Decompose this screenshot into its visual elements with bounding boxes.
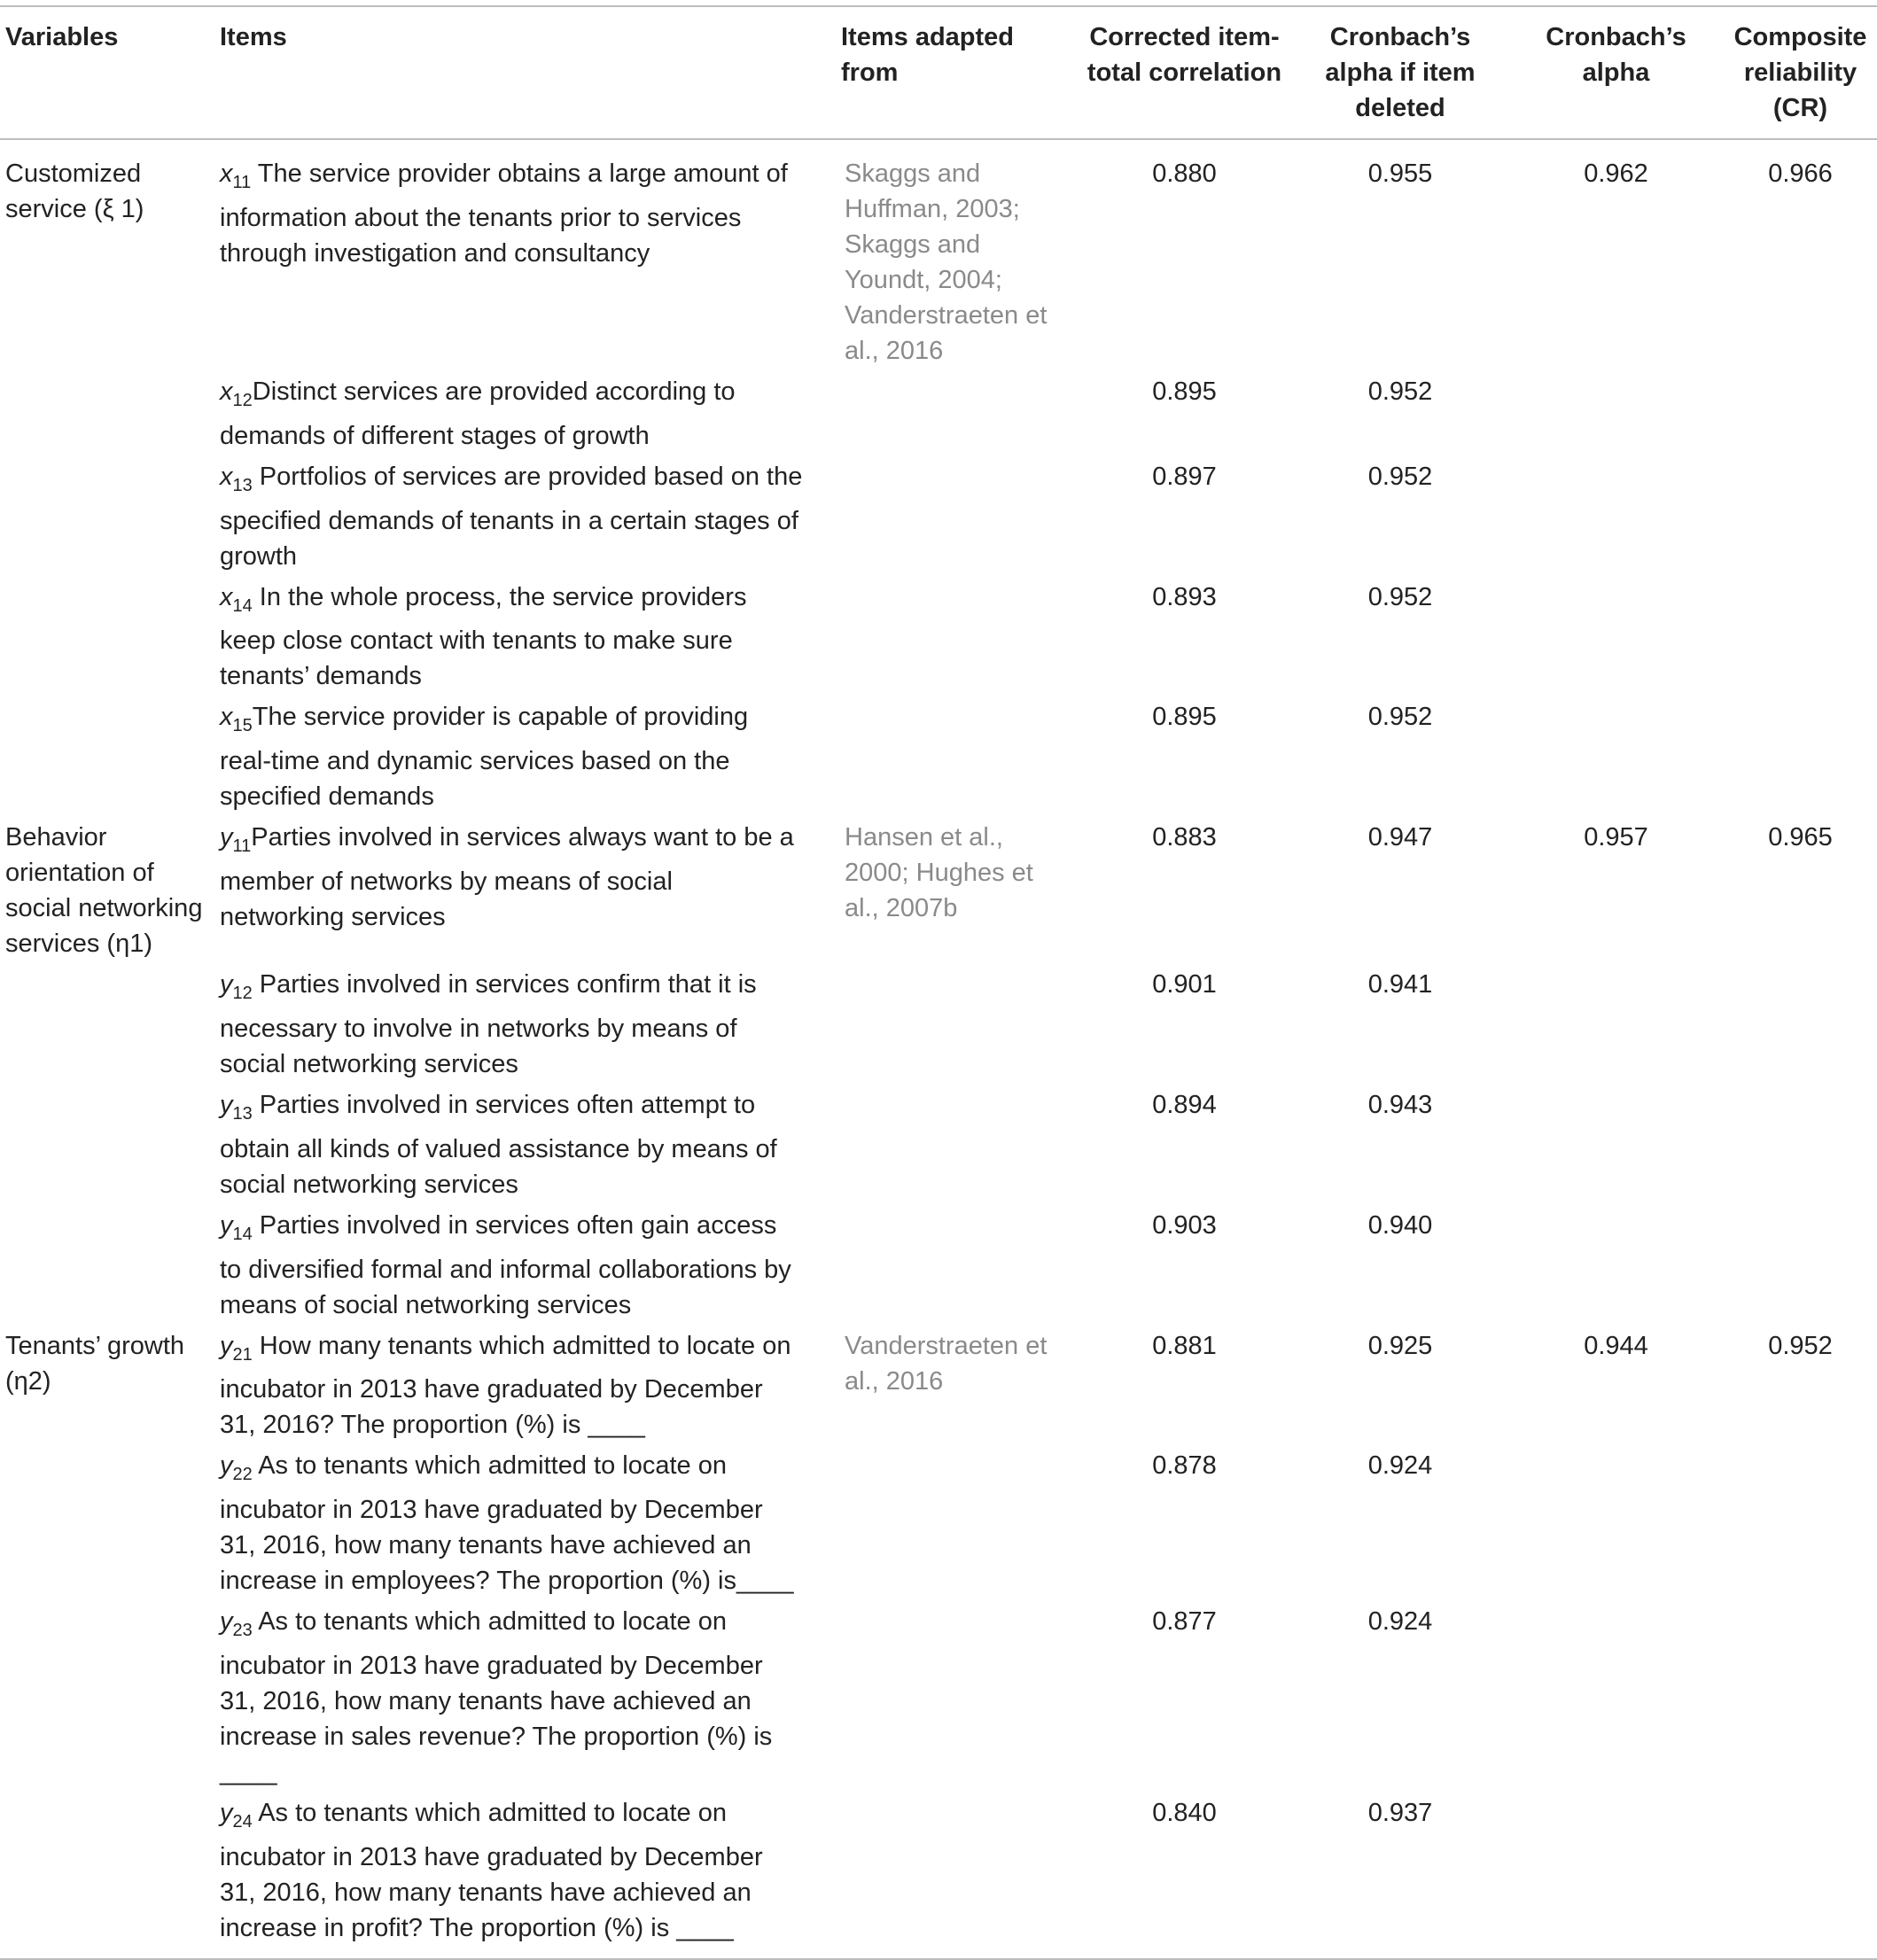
item-cell bbox=[214, 1448, 836, 1604]
item-code-letter: y bbox=[220, 823, 233, 852]
item-code-subscript: 24 bbox=[232, 1811, 253, 1832]
composite-reliability-cell: 0.966 bbox=[1768, 159, 1833, 188]
header-alpha-if-item-deleted: Cronbach’s alpha if item deleted bbox=[1325, 23, 1476, 122]
item-text: Parties involved in services often attempt to obtain all kinds of valued assistance by means of social networking services bbox=[220, 1090, 777, 1199]
source-cell bbox=[836, 579, 1077, 700]
alpha-if-deleted-cell: 0.924 bbox=[1367, 1607, 1433, 1637]
table-row bbox=[0, 374, 1877, 459]
cronbach-alpha-cell bbox=[1508, 1604, 1724, 1795]
item-cell bbox=[214, 1208, 836, 1328]
item-text: How many tenants which admitted to locate on incubator in 2013 have graduated by December 31, 2016? The proportion (%) is ____ bbox=[220, 1331, 791, 1440]
cronbach-alpha-cell: 0.944 bbox=[1584, 1331, 1648, 1360]
variable-cell bbox=[0, 1604, 214, 1795]
cronbach-alpha-cell bbox=[1508, 374, 1724, 459]
alpha-if-deleted-cell: 0.940 bbox=[1367, 1210, 1433, 1240]
alpha-if-deleted-cell: 0.952 bbox=[1367, 377, 1433, 406]
table-row bbox=[0, 1795, 1877, 1959]
item-cell bbox=[214, 1604, 836, 1795]
corrected-item-total-correlation-cell: 0.880 bbox=[1152, 159, 1217, 188]
item-code-subscript: 12 bbox=[232, 983, 253, 1003]
item-code-subscript: 11 bbox=[232, 172, 252, 192]
item-text: The service provider is capable of providing real-time and dynamic services based on the specified demands bbox=[220, 703, 749, 812]
item-code bbox=[220, 1090, 253, 1124]
item-text: Distinct services are provided according to demands of different stages of growth bbox=[220, 377, 736, 450]
cronbach-alpha-cell bbox=[1508, 579, 1724, 700]
alpha-if-deleted-cell: 0.937 bbox=[1367, 1798, 1433, 1827]
composite-reliability-cell bbox=[1724, 1448, 1877, 1604]
source-cell bbox=[836, 967, 1077, 1087]
item-code-letter: y bbox=[220, 1798, 233, 1827]
item-code-letter: y bbox=[220, 1607, 233, 1637]
item-code-subscript: 13 bbox=[232, 1103, 253, 1124]
item-text: As to tenants which admitted to locate on incubator in 2013 have graduated by December 31, 2016, how many tenants have achieved an increase in sales revenue? The proportion (%) is ____ bbox=[220, 1607, 773, 1786]
header-cronbach-alpha: Cronbach’s alpha bbox=[1546, 23, 1686, 87]
corrected-item-total-correlation-cell: 0.893 bbox=[1152, 582, 1217, 611]
composite-reliability-cell bbox=[1724, 1087, 1877, 1208]
item-code-letter: x bbox=[220, 582, 233, 611]
item-text: Portfolios of services are provided based on the specified demands of tenants in a certain stages of growth bbox=[220, 462, 803, 571]
alpha-if-deleted-cell: 0.925 bbox=[1367, 1331, 1433, 1360]
alpha-if-deleted-cell: 0.943 bbox=[1367, 1090, 1433, 1119]
reliability-table bbox=[0, 5, 1877, 1960]
table-row bbox=[0, 1087, 1877, 1208]
table-row bbox=[0, 820, 1877, 967]
table-row bbox=[0, 139, 1877, 374]
corrected-item-total-correlation-cell: 0.903 bbox=[1152, 1210, 1217, 1240]
item-code-letter: x bbox=[220, 159, 233, 188]
header-variables: Variables bbox=[5, 23, 119, 51]
cronbach-alpha-cell bbox=[1508, 1795, 1724, 1959]
item-code-subscript: 21 bbox=[232, 1344, 253, 1365]
item-cell bbox=[214, 1328, 836, 1449]
item-cell bbox=[214, 967, 836, 1087]
item-code-subscript: 23 bbox=[232, 1620, 253, 1640]
composite-reliability-cell bbox=[1724, 1208, 1877, 1328]
cronbach-alpha-cell bbox=[1508, 967, 1724, 1087]
cronbach-alpha-cell bbox=[1508, 699, 1724, 820]
corrected-item-total-correlation-cell: 0.901 bbox=[1152, 970, 1217, 999]
item-code-letter: y bbox=[220, 1451, 233, 1481]
item-code-subscript: 14 bbox=[232, 1224, 253, 1244]
alpha-if-deleted-cell: 0.941 bbox=[1367, 970, 1433, 999]
cronbach-alpha-cell: 0.957 bbox=[1584, 823, 1648, 852]
item-code bbox=[220, 1451, 253, 1485]
alpha-if-deleted-cell: 0.924 bbox=[1367, 1451, 1433, 1481]
item-code-subscript: 12 bbox=[232, 390, 253, 410]
variable-cell bbox=[0, 1208, 214, 1328]
variable-cell bbox=[0, 1448, 214, 1604]
item-code-subscript: 13 bbox=[232, 475, 253, 495]
item-cell bbox=[214, 374, 836, 459]
item-code bbox=[220, 159, 252, 192]
composite-reliability-cell: 0.965 bbox=[1768, 823, 1833, 852]
alpha-if-deleted-cell: 0.952 bbox=[1367, 462, 1433, 491]
composite-reliability-cell: 0.952 bbox=[1768, 1331, 1833, 1360]
item-code-letter: y bbox=[220, 1090, 233, 1119]
table-row bbox=[0, 1604, 1877, 1795]
table-row bbox=[0, 1328, 1877, 1449]
variable-cell bbox=[0, 699, 214, 820]
item-code bbox=[220, 462, 253, 495]
item-code-letter: x bbox=[220, 377, 233, 406]
item-code-letter: x bbox=[220, 462, 233, 491]
item-text: The service provider obtains a large amount of information about the tenants prior to services through investigation and consultancy bbox=[220, 159, 788, 268]
corrected-item-total-correlation-cell: 0.881 bbox=[1152, 1331, 1217, 1360]
item-code-letter: y bbox=[220, 1331, 233, 1360]
header-items-adapted-from: Items adapted from bbox=[841, 23, 1014, 87]
item-code bbox=[220, 970, 253, 1003]
cronbach-alpha-cell: 0.962 bbox=[1584, 159, 1648, 188]
corrected-item-total-correlation-cell: 0.877 bbox=[1152, 1607, 1217, 1637]
source-cell: Skaggs and Huffman, 2003; Skaggs and Youndt, 2004; Vanderstraeten et al., 2016 bbox=[845, 159, 1048, 365]
composite-reliability-cell bbox=[1724, 699, 1877, 820]
variable-cell: Behavior orientation of social networking services (η1) bbox=[5, 823, 203, 959]
composite-reliability-cell bbox=[1724, 579, 1877, 700]
cronbach-alpha-cell bbox=[1508, 459, 1724, 579]
corrected-item-total-correlation-cell: 0.878 bbox=[1152, 1451, 1217, 1481]
corrected-item-total-correlation-cell: 0.895 bbox=[1152, 703, 1217, 732]
item-code bbox=[220, 1210, 253, 1244]
corrected-item-total-correlation-cell: 0.895 bbox=[1152, 377, 1217, 406]
corrected-item-total-correlation-cell: 0.897 bbox=[1152, 462, 1217, 491]
item-text: Parties involved in services often gain access to diversified formal and informal collaborations by means of social networking services bbox=[220, 1210, 791, 1319]
variable-cell bbox=[0, 1087, 214, 1208]
item-code-letter: y bbox=[220, 1210, 233, 1240]
item-code bbox=[220, 377, 253, 410]
table-row bbox=[0, 967, 1877, 1087]
corrected-item-total-correlation-cell: 0.840 bbox=[1152, 1798, 1217, 1827]
item-code-letter: y bbox=[220, 970, 233, 999]
variable-cell bbox=[0, 1795, 214, 1959]
table-row bbox=[0, 1448, 1877, 1604]
item-text: As to tenants which admitted to locate on incubator in 2013 have graduated by December 31, 2016, how many tenants have achieved an increase in employees? The proportion (%) is____ bbox=[220, 1451, 794, 1596]
item-text: As to tenants which admitted to locate on incubator in 2013 have graduated by December 31, 2016, how many tenants have achieved an increase in profit? The proportion (%) is ____ bbox=[220, 1798, 763, 1942]
item-cell bbox=[214, 139, 836, 374]
alpha-if-deleted-cell: 0.947 bbox=[1367, 823, 1433, 852]
source-cell: Vanderstraeten et al., 2016 bbox=[845, 1331, 1048, 1396]
item-text: Parties involved in services confirm that it is necessary to involve in networks by means of social networking services bbox=[220, 970, 757, 1078]
item-code-letter: x bbox=[220, 703, 233, 732]
source-cell bbox=[836, 1604, 1077, 1795]
source-cell bbox=[836, 1087, 1077, 1208]
variable-cell bbox=[0, 374, 214, 459]
source-cell bbox=[836, 459, 1077, 579]
item-code bbox=[220, 1331, 253, 1365]
table-row bbox=[0, 459, 1877, 579]
source-cell bbox=[836, 374, 1077, 459]
composite-reliability-cell bbox=[1724, 1604, 1877, 1795]
cronbach-alpha-cell bbox=[1508, 1448, 1724, 1604]
item-code bbox=[220, 1607, 253, 1640]
table-row bbox=[0, 699, 1877, 820]
item-cell bbox=[214, 579, 836, 700]
item-cell bbox=[214, 699, 836, 820]
cronbach-alpha-cell bbox=[1508, 1087, 1724, 1208]
item-text: In the whole process, the service providers keep close contact with tenants to make sure tenants’ demands bbox=[220, 582, 747, 691]
composite-reliability-cell bbox=[1724, 374, 1877, 459]
composite-reliability-cell bbox=[1724, 1795, 1877, 1959]
item-cell bbox=[214, 459, 836, 579]
source-cell: Hansen et al., 2000; Hughes et al., 2007b bbox=[845, 823, 1033, 923]
corrected-item-total-correlation-cell: 0.883 bbox=[1152, 823, 1217, 852]
item-cell bbox=[214, 1087, 836, 1208]
header-corrected-item-total-correlation: Corrected item-total correlation bbox=[1086, 23, 1282, 87]
item-code bbox=[220, 823, 252, 856]
source-cell bbox=[836, 1795, 1077, 1959]
header-row bbox=[0, 6, 1877, 139]
header-composite-reliability: Composite reliability (CR) bbox=[1733, 23, 1867, 122]
item-text: Parties involved in services always want to be a member of networks by means of social networking services bbox=[220, 823, 794, 931]
alpha-if-deleted-cell: 0.955 bbox=[1367, 159, 1433, 188]
composite-reliability-cell bbox=[1724, 967, 1877, 1087]
item-code bbox=[220, 582, 253, 616]
table-row bbox=[0, 579, 1877, 700]
item-code-subscript: 15 bbox=[232, 716, 253, 736]
item-code bbox=[220, 703, 253, 736]
variable-cell bbox=[0, 579, 214, 700]
variable-cell bbox=[0, 459, 214, 579]
cronbach-alpha-cell bbox=[1508, 1208, 1724, 1328]
source-cell bbox=[836, 1208, 1077, 1328]
item-cell bbox=[214, 1795, 836, 1959]
header-items: Items bbox=[220, 23, 287, 51]
item-cell bbox=[214, 820, 836, 967]
item-code-subscript: 14 bbox=[232, 595, 253, 616]
source-cell bbox=[836, 1448, 1077, 1604]
alpha-if-deleted-cell: 0.952 bbox=[1367, 582, 1433, 611]
variable-cell: Tenants’ growth (η2) bbox=[5, 1331, 185, 1396]
alpha-if-deleted-cell: 0.952 bbox=[1367, 703, 1433, 732]
item-code-subscript: 11 bbox=[232, 836, 252, 856]
variable-cell: Customized service (ξ 1) bbox=[5, 159, 144, 223]
corrected-item-total-correlation-cell: 0.894 bbox=[1152, 1090, 1217, 1119]
variable-cell bbox=[0, 967, 214, 1087]
table-body bbox=[0, 139, 1877, 1959]
composite-reliability-cell bbox=[1724, 459, 1877, 579]
item-code bbox=[220, 1798, 253, 1832]
table-row bbox=[0, 1208, 1877, 1328]
source-cell bbox=[836, 699, 1077, 820]
item-code-subscript: 22 bbox=[232, 1465, 253, 1485]
